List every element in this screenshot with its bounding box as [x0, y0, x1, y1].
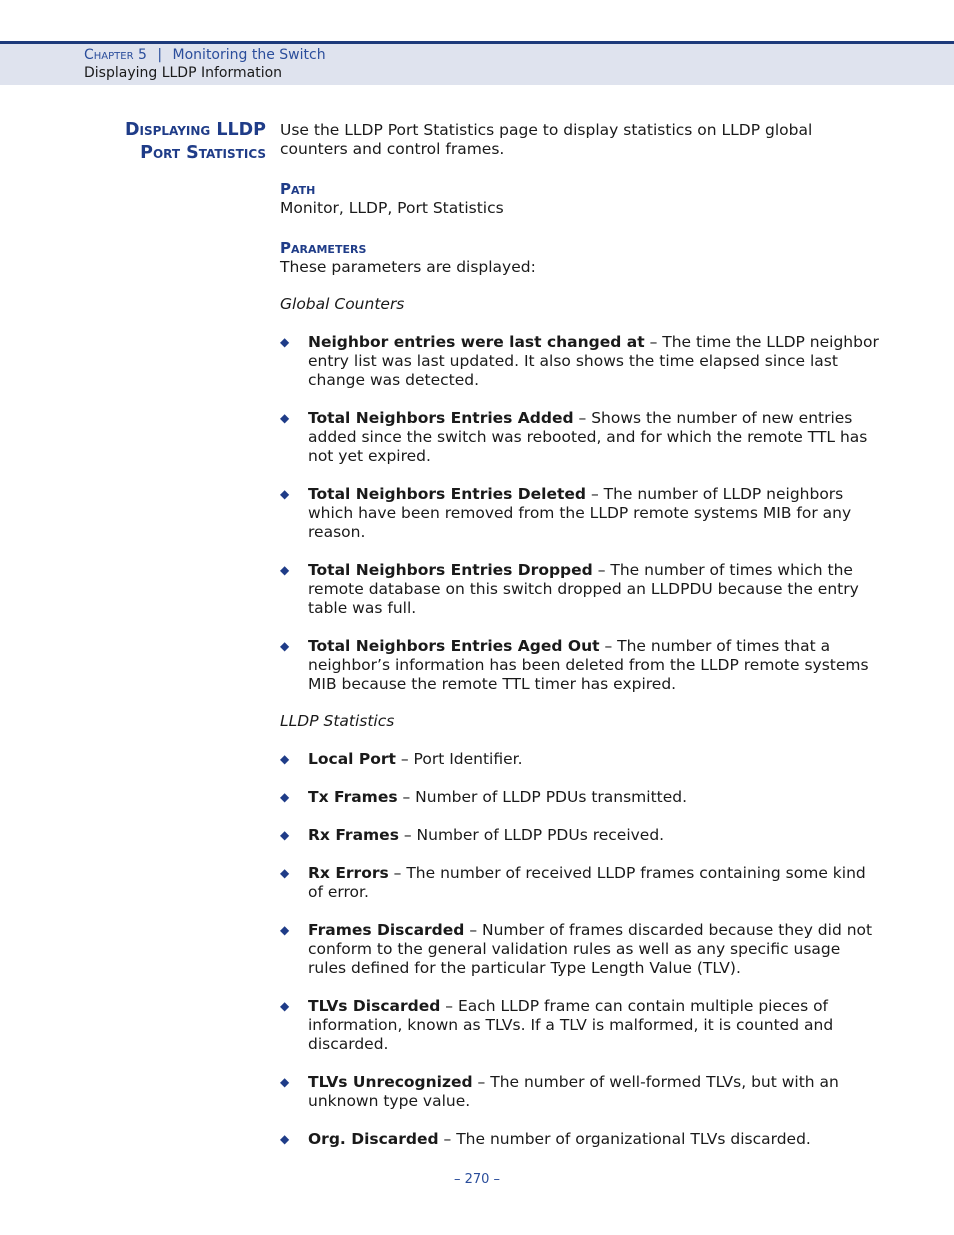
parameter-term: Total Neighbors Entries Dropped: [308, 561, 593, 579]
parameter-description: – Port Identifier.: [395, 750, 523, 768]
list-item: [280, 561, 880, 618]
diamond-bullet-icon: ◆: [280, 1132, 290, 1146]
parameter-term: Local Port: [308, 750, 396, 768]
parameter-description: – Each LLDP frame can contain multiple pieces of information, known as TLVs. If a TLV is malformed, it is counted and discarded.: [308, 997, 834, 1053]
diamond-bullet-icon: ◆: [280, 335, 290, 349]
diamond-bullet-icon: ◆: [280, 752, 290, 766]
diamond-bullet-icon: ◆: [280, 923, 290, 937]
diamond-bullet-icon: ◆: [280, 1075, 290, 1089]
chapter-line: [84, 47, 326, 63]
list-item: [280, 333, 880, 390]
list-item: [280, 997, 880, 1054]
path-text: Monitor, LLDP, Port Statistics: [280, 199, 504, 217]
parameter-description: – The number of times which the remote database on this switch dropped an LLDPDU because the entry table was full.: [308, 561, 859, 617]
diamond-bullet-icon: ◆: [280, 411, 290, 425]
diamond-bullet-icon: ◆: [280, 487, 290, 501]
list-item: [280, 1130, 880, 1149]
parameter-term: Neighbor entries were last changed at: [308, 333, 645, 351]
parameter-term: TLVs Unrecognized: [308, 1073, 473, 1091]
list-item: [280, 750, 880, 769]
parameter-term: Total Neighbors Entries Added: [308, 409, 574, 427]
path-heading: Path: [280, 180, 316, 198]
parameter-term: Tx Frames: [308, 788, 398, 806]
parameter-description: – The number of received LLDP frames containing some kind of error.: [308, 864, 866, 901]
diamond-bullet-icon: ◆: [280, 866, 290, 880]
lldp-statistics-heading: LLDP Statistics: [280, 712, 395, 730]
parameter-description: – The number of organizational TLVs discarded.: [438, 1130, 811, 1148]
parameter-description: – Number of frames discarded because they did not conform to the general validation rules as well as any specific usage rules defined for the particular Type Length Value (TLV).: [308, 921, 873, 977]
list-item: [280, 921, 880, 978]
parameters-intro: These parameters are displayed:: [280, 258, 536, 276]
intro-paragraph: Use the LLDP Port Statistics page to display statistics on LLDP global counters and control frames.: [280, 121, 813, 158]
parameter-term: TLVs Discarded: [308, 997, 441, 1015]
header-separator: |: [157, 47, 163, 63]
parameter-description: – Number of LLDP PDUs received.: [398, 826, 665, 844]
section-title-line1: Displaying LLDP: [124, 120, 266, 140]
diamond-bullet-icon: ◆: [280, 639, 290, 653]
lldp-statistics-list: [280, 750, 880, 1149]
list-item: [280, 637, 880, 694]
parameters-heading: Parameters: [280, 239, 367, 257]
list-item: [280, 826, 880, 845]
diamond-bullet-icon: ◆: [280, 563, 290, 577]
list-item: [280, 1073, 880, 1111]
parameter-term: Frames Discarded: [308, 921, 465, 939]
parameter-description: – Number of LLDP PDUs transmitted.: [397, 788, 688, 806]
parameter-description: – The number of LLDP neighbors which have been removed from the LLDP remote systems MIB for any reason.: [308, 485, 852, 541]
parameter-term: Rx Frames: [308, 826, 399, 844]
page-number: – 270 –: [453, 1172, 501, 1187]
section-name: Displaying LLDP Information: [84, 65, 283, 81]
section-title-line2: Port Statistics: [140, 143, 266, 163]
section-title: [125, 119, 266, 165]
page-header: [0, 41, 954, 85]
parameter-term: Total Neighbors Entries Deleted: [308, 485, 587, 503]
parameter-term: Rx Errors: [308, 864, 389, 882]
diamond-bullet-icon: ◆: [280, 999, 290, 1013]
global-counters-list: [280, 333, 880, 694]
diamond-bullet-icon: ◆: [280, 790, 290, 804]
chapter-label: Chapter 5: [84, 47, 147, 63]
list-item: [280, 485, 880, 542]
list-item: [280, 788, 880, 807]
main-content: [280, 121, 880, 1149]
chapter-title: Monitoring the Switch: [172, 47, 326, 63]
parameter-description: – Shows the number of new entries added since the switch was rebooted, and for which the remote TTL has not yet expired.: [308, 409, 868, 465]
parameter-term: Org. Discarded: [308, 1130, 439, 1148]
parameter-description: – The number of well-formed TLVs, but with an unknown type value.: [308, 1073, 839, 1110]
global-counters-heading: Global Counters: [280, 295, 405, 313]
diamond-bullet-icon: ◆: [280, 828, 290, 842]
list-item: [280, 409, 880, 466]
parameter-description: – The time the LLDP neighbor entry list was last updated. It also shows the time elapsed since last change was detected.: [308, 333, 879, 389]
parameter-description: – The number of times that a neighbor’s information has been deleted from the LLDP remote systems MIB because the remote TTL timer has expired.: [308, 637, 869, 693]
parameter-term: Total Neighbors Entries Aged Out: [308, 637, 600, 655]
list-item: [280, 864, 880, 902]
